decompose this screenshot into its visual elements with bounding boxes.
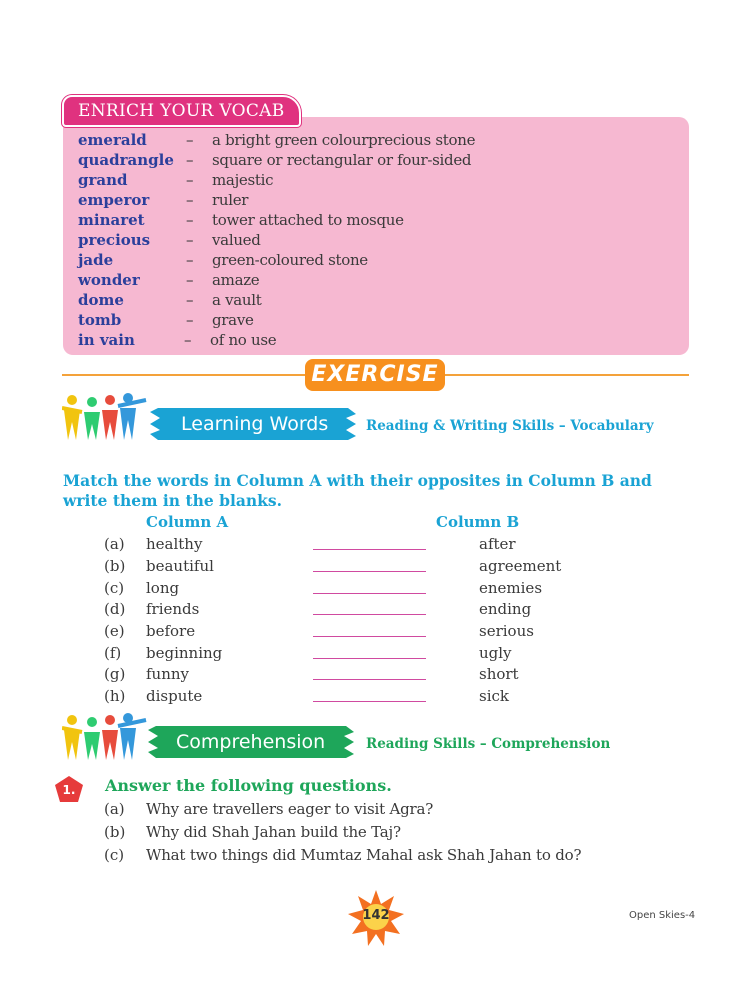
column-a-word: long: [146, 579, 180, 597]
answer-blank[interactable]: [313, 614, 426, 615]
vocab-meaning: amaze: [212, 271, 260, 289]
vocab-meaning: a vault: [212, 291, 262, 309]
question-text: What two things did Mumtaz Mahal ask Shah Jahan to do?: [146, 846, 582, 864]
match-instruction: Match the words in Column A with their opposites in Column B and write them in the blanks.: [63, 471, 652, 510]
question-text: Why are travellers eager to visit Agra?: [146, 800, 434, 818]
vocab-dash: –: [186, 311, 194, 329]
match-row: [0, 687, 750, 707]
kids-icon: [62, 712, 150, 762]
kids-icon: [62, 392, 150, 442]
column-a-word: dispute: [146, 687, 203, 705]
match-row: [0, 557, 750, 577]
vocab-word: minaret: [78, 211, 145, 229]
vocab-dash: –: [184, 331, 192, 349]
page-number: 142: [362, 908, 390, 923]
column-b-word: enemies: [479, 579, 543, 597]
answer-blank[interactable]: [313, 679, 426, 680]
question-text: Why did Shah Jahan build the Taj?: [146, 823, 401, 841]
vocab-word: emerald: [78, 131, 147, 149]
match-letter: (c): [104, 579, 125, 597]
learning-words-skills: Reading & Writing Skills – Vocabulary: [366, 418, 654, 434]
vocab-word: emperor: [78, 191, 150, 209]
question-letter: (a): [104, 800, 125, 818]
column-b-word: after: [479, 535, 516, 553]
match-letter: (e): [104, 622, 125, 640]
questions-heading: Answer the following questions.: [105, 776, 392, 795]
vocab-dash: –: [186, 251, 194, 269]
vocab-dash: –: [186, 231, 194, 249]
answer-blank[interactable]: [313, 658, 426, 659]
match-letter: (a): [104, 535, 125, 553]
answer-blank[interactable]: [313, 593, 426, 594]
vocab-title: ENRICH YOUR VOCAB: [62, 95, 301, 127]
question-number-badge: [55, 776, 83, 802]
match-row: [0, 600, 750, 620]
column-b-word: ending: [479, 600, 532, 618]
vocab-word: in vain: [78, 331, 135, 349]
column-b-word: short: [479, 665, 519, 683]
column-a-word: beginning: [146, 644, 223, 662]
question-number: 1.: [62, 783, 76, 797]
answer-blank[interactable]: [313, 571, 426, 572]
vocab-word: jade: [78, 251, 114, 269]
match-letter: (d): [104, 600, 126, 618]
match-letter: (g): [104, 665, 126, 683]
vocab-word: wonder: [78, 271, 140, 289]
vocab-dash: –: [186, 131, 194, 149]
vocab-dash: –: [186, 191, 194, 209]
vocab-meaning: a bright green colourprecious stone: [212, 131, 476, 149]
column-b-heading: Column B: [436, 513, 520, 531]
answer-blank[interactable]: [313, 701, 426, 702]
match-row: [0, 579, 750, 599]
vocab-meaning: tower attached to mosque: [212, 211, 404, 229]
vocab-word: dome: [78, 291, 124, 309]
column-a-word: before: [146, 622, 196, 640]
answer-blank[interactable]: [313, 549, 426, 550]
column-a-word: funny: [146, 665, 190, 683]
comprehension-title: Comprehension: [176, 731, 326, 753]
match-letter: (b): [104, 557, 126, 575]
vocab-dash: –: [186, 211, 194, 229]
column-b-word: sick: [479, 687, 509, 705]
learning-words-title: Learning Words: [181, 413, 329, 435]
page-number-badge: [348, 890, 404, 946]
column-b-word: ugly: [479, 644, 512, 662]
match-letter: (h): [104, 687, 126, 705]
match-letter: (f): [104, 644, 122, 662]
vocab-word: grand: [78, 171, 128, 189]
column-a-word: friends: [146, 600, 200, 618]
vocab-word: tomb: [78, 311, 122, 329]
match-row: [0, 644, 750, 664]
vocab-dash: –: [186, 291, 194, 309]
vocab-meaning: ruler: [212, 191, 249, 209]
vocab-dash: –: [186, 271, 194, 289]
column-a-heading: Column A: [146, 513, 229, 531]
vocab-box: [63, 117, 689, 355]
comprehension-skills: Reading Skills – Comprehension: [366, 736, 611, 752]
question-letter: (c): [104, 846, 125, 864]
vocab-meaning: valued: [212, 231, 261, 249]
match-row: [0, 622, 750, 642]
column-a-word: healthy: [146, 535, 203, 553]
vocab-meaning: green-coloured stone: [212, 251, 368, 269]
book-title: Open Skies-4: [629, 910, 696, 921]
vocab-dash: –: [186, 171, 194, 189]
vocab-meaning: square or rectangular or four-sided: [212, 151, 472, 169]
vocab-word: quadrangle: [78, 151, 174, 169]
exercise-badge: EXERCISE: [305, 359, 445, 391]
column-b-word: agreement: [479, 557, 562, 575]
column-a-word: beautiful: [146, 557, 214, 575]
vocab-word: precious: [78, 231, 151, 249]
vocab-meaning: majestic: [212, 171, 274, 189]
answer-blank[interactable]: [313, 636, 426, 637]
vocab-meaning: grave: [212, 311, 254, 329]
match-row: [0, 665, 750, 685]
vocab-dash: –: [186, 151, 194, 169]
column-b-word: serious: [479, 622, 534, 640]
match-row: [0, 535, 750, 555]
question-letter: (b): [104, 823, 126, 841]
vocab-meaning: of no use: [210, 331, 277, 349]
